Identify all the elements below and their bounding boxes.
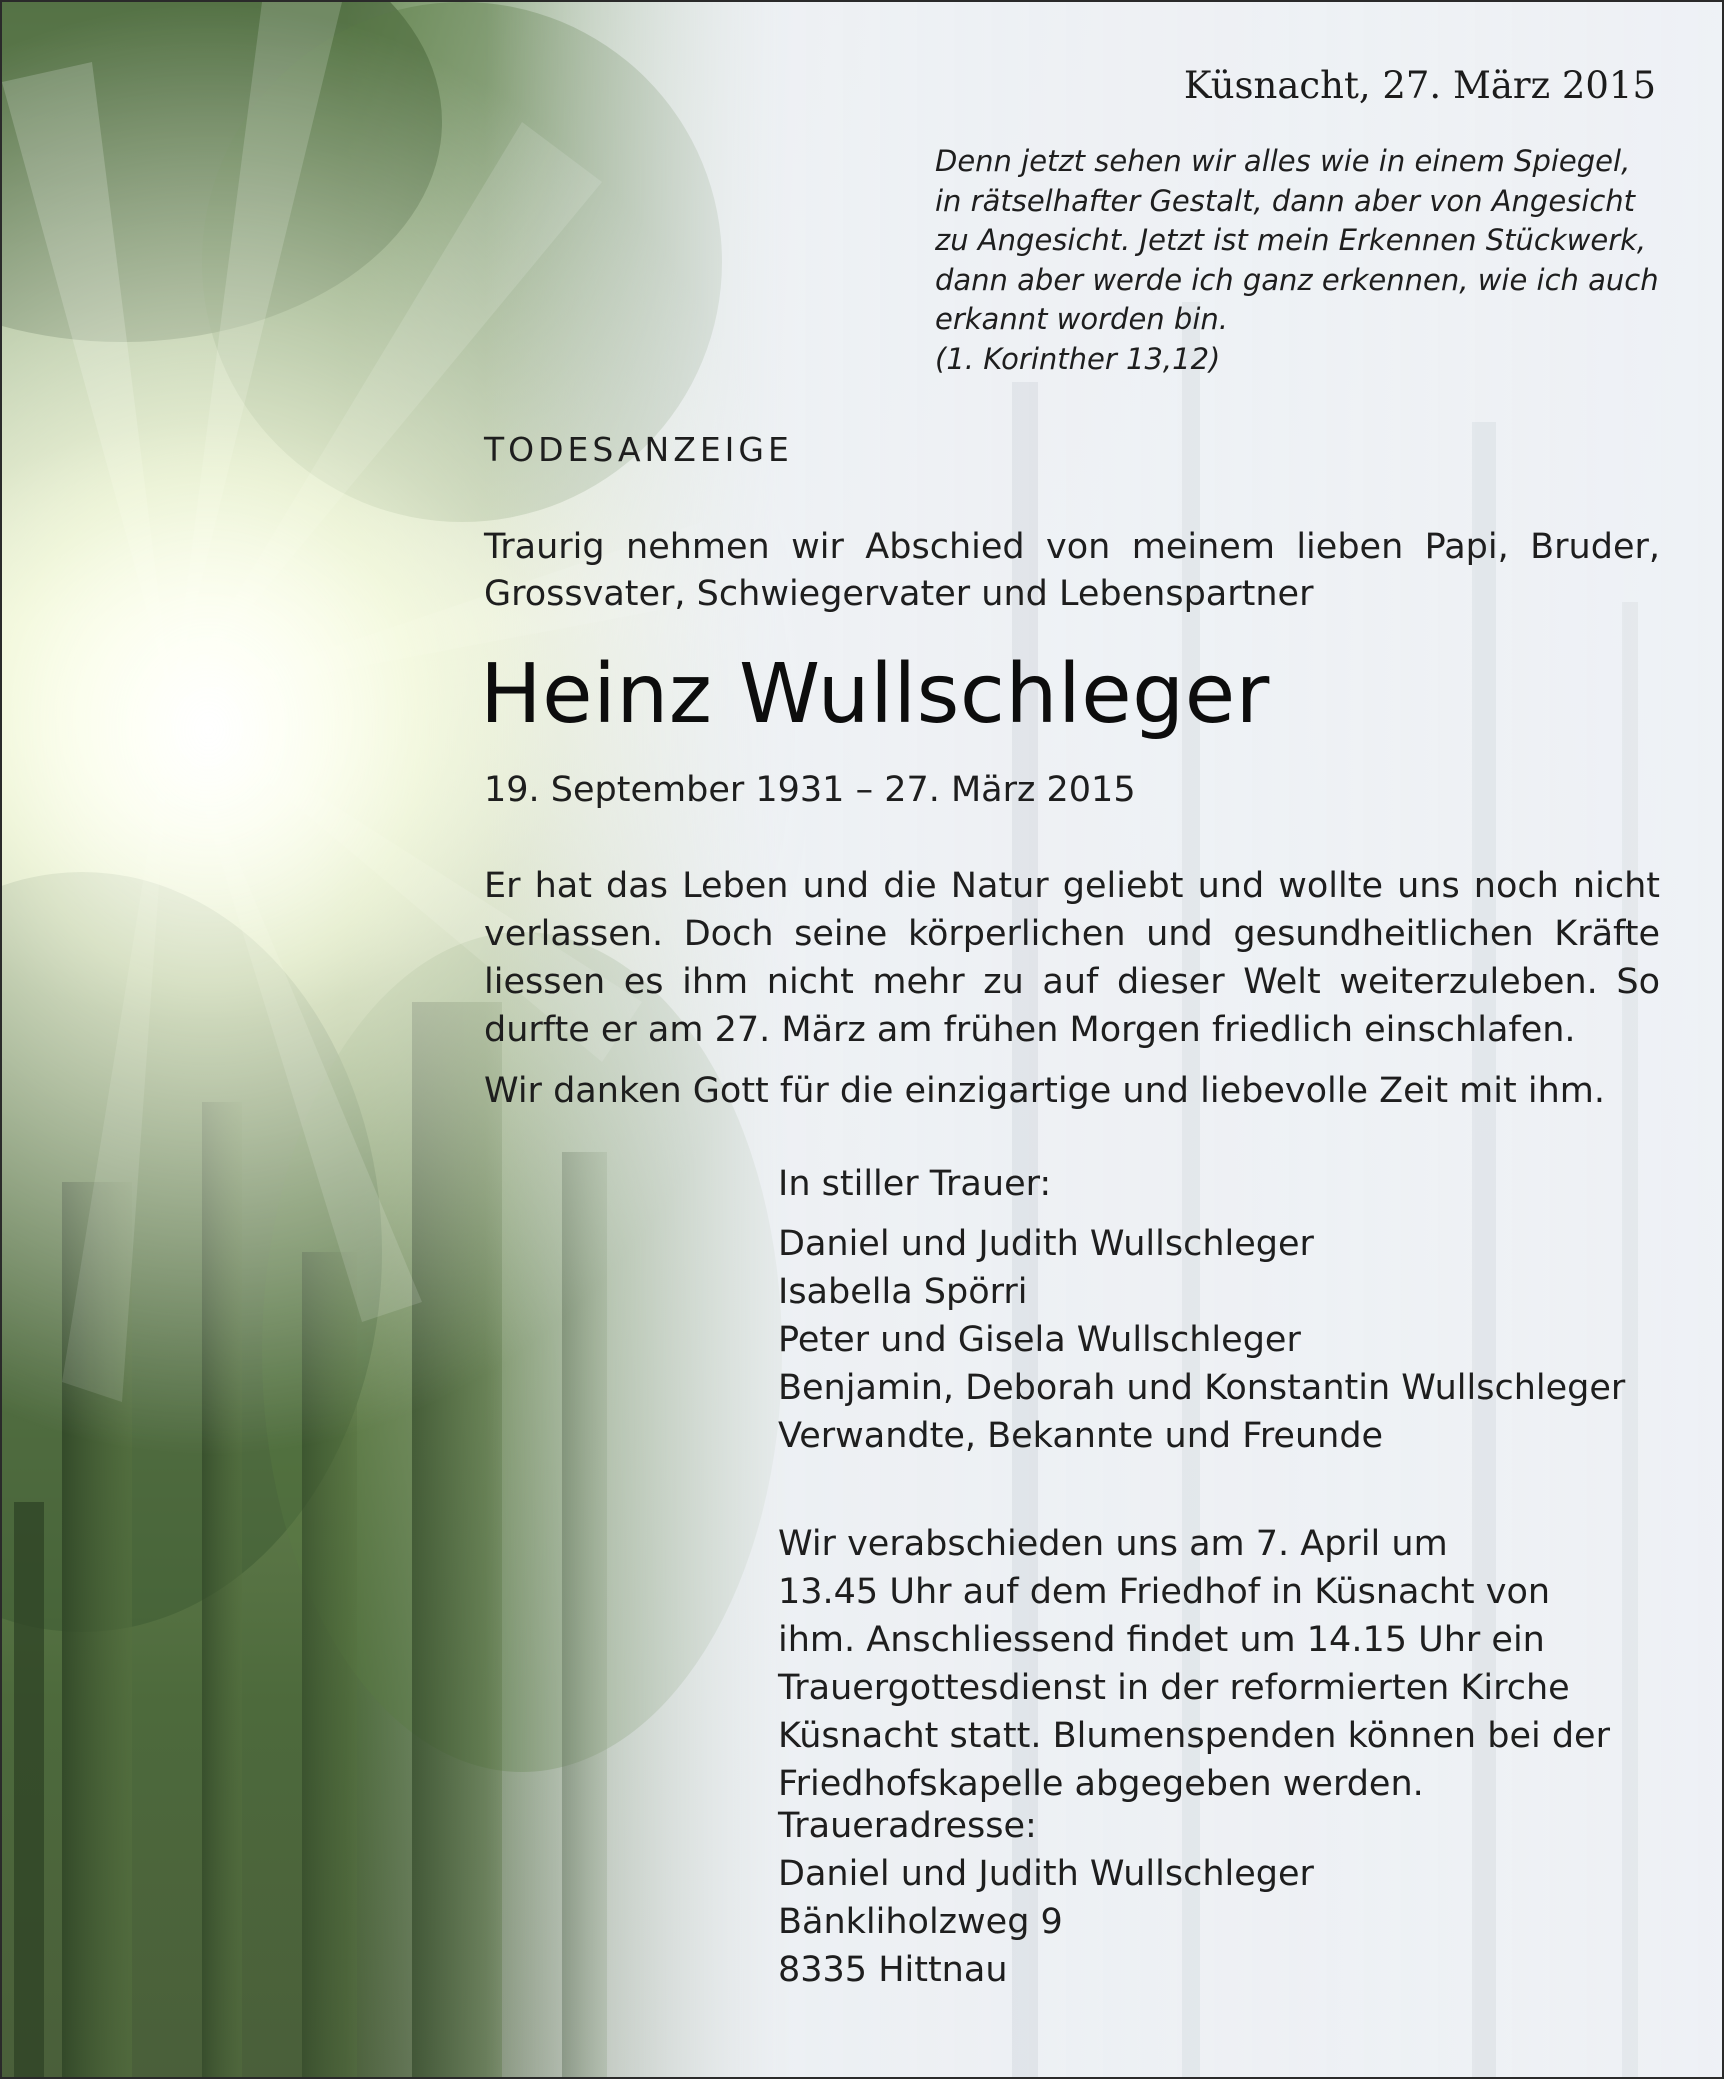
deceased-name: Heinz Wullschleger [480,647,1270,742]
mourner: Peter und Gisela Wullschleger [778,1320,1301,1360]
farewell-line: Küsnacht statt. Blumenspenden können bei der [778,1716,1610,1756]
lifespan: 19. September 1931 – 27. März 2015 [484,770,1136,810]
address-label: Traueradresse: [778,1806,1037,1846]
mourning-address [778,1802,1314,1994]
farewell-info [778,1520,1610,1808]
bible-verse [935,142,1665,379]
verse-line: dann aber werde ich ganz erkennen, wie ich auch [935,262,1659,297]
mourner: Verwandte, Bekannte und Freunde [778,1416,1384,1456]
mourner: Daniel und Judith Wullschleger [778,1224,1314,1264]
farewell-line: Trauergottesdienst in der reformierten Kirche [778,1668,1570,1708]
address-street: Bänkliholzweg 9 [778,1902,1063,1942]
address-city: 8335 Hittnau [778,1950,1008,1990]
farewell-line: 13.45 Uhr auf dem Friedhof in Küsnacht von [778,1572,1551,1612]
mourning-label: In stiller Trauer: [778,1164,1052,1204]
verse-line: erkannt worden bin. [935,302,1228,336]
place-date: Küsnacht, 27. März 2015 [1183,64,1656,107]
thanks-text: Wir danken Gott für die einzigartige und liebevolle Zeit mit ihm. [484,1071,1605,1111]
mourner: Isabella Spörri [778,1272,1028,1312]
farewell-line: Friedhofskapelle abgegeben werden. [778,1764,1424,1804]
verse-line: Denn jetzt sehen wir alles wie in einem Spiegel, [935,144,1631,178]
farewell-line: ihm. Anschliessend findet um 14.15 Uhr ein [778,1620,1545,1660]
notice-heading: TODESANZEIGE [484,430,793,469]
farewell-line: Wir verabschieden uns am 7. April um [778,1524,1448,1564]
intro-text: Traurig nehmen wir Abschied von meinem lieben Papi, Bruder, Grossvater, Schwiegervater und Lebenspartner [484,527,1660,614]
mourner: Benjamin, Deborah und Konstantin Wullschleger [778,1368,1626,1408]
verse-reference: (1. Korinther 13,12) [935,341,1221,376]
mourners-section [778,1160,1625,1460]
verse-line: zu Angesicht. Jetzt ist mein Erkennen Stückwerk, [935,223,1647,257]
body-text: Er hat das Leben und die Natur geliebt und wollte uns noch nicht verlassen. Doch seine körperlichen und gesundheitlichen Kräfte liessen es ihm nicht mehr zu auf dieser Welt weiterzuleben. So durfte er am 27. März am frühen Morgen friedlich einschlafen. [484,866,1660,1050]
verse-line: in rätselhafter Gestalt, dann aber von Angesicht [935,183,1636,218]
address-name: Daniel und Judith Wullschleger [778,1854,1314,1894]
